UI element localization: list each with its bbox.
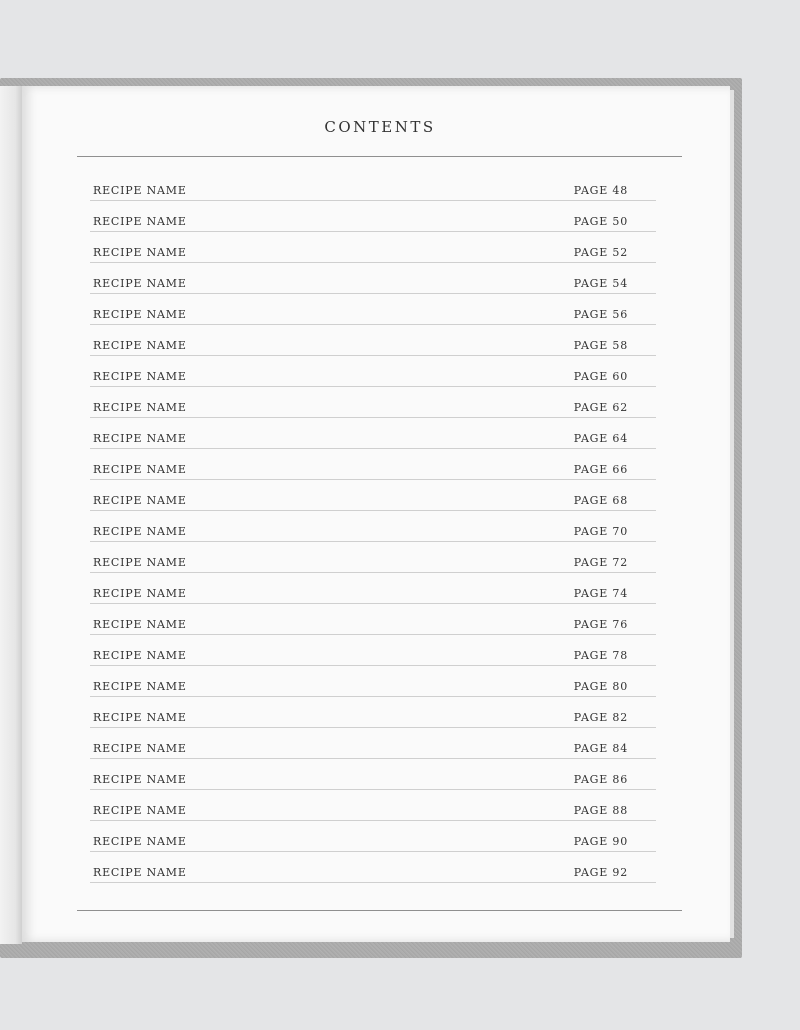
recipe-name: RECIPE NAME	[93, 277, 187, 290]
list-item	[90, 821, 656, 852]
list-item	[90, 511, 656, 542]
contents-list	[90, 170, 656, 883]
page-number: PAGE 52	[573, 246, 628, 259]
list-item	[90, 635, 656, 666]
recipe-name: RECIPE NAME	[93, 401, 187, 414]
list-item	[90, 480, 656, 511]
recipe-name: RECIPE NAME	[93, 494, 187, 507]
page-number: PAGE 78	[573, 649, 628, 662]
recipe-name: RECIPE NAME	[93, 866, 187, 879]
list-item	[90, 852, 656, 883]
page-number: PAGE 54	[573, 277, 628, 290]
page-title: CONTENTS	[324, 118, 436, 136]
recipe-name: RECIPE NAME	[93, 370, 187, 383]
page-number: PAGE 64	[573, 432, 628, 445]
list-item	[90, 263, 656, 294]
list-item	[90, 790, 656, 821]
recipe-name: RECIPE NAME	[93, 432, 187, 445]
list-item	[90, 573, 656, 604]
recipe-name: RECIPE NAME	[93, 773, 187, 786]
recipe-name: RECIPE NAME	[93, 556, 187, 569]
page-number: PAGE 86	[573, 773, 628, 786]
page-number: PAGE 62	[573, 401, 628, 414]
left-page-edge	[0, 86, 22, 944]
recipe-name: RECIPE NAME	[93, 525, 187, 538]
recipe-name: RECIPE NAME	[93, 742, 187, 755]
page-number: PAGE 88	[573, 804, 628, 817]
page-number: PAGE 76	[573, 618, 628, 631]
recipe-name: RECIPE NAME	[93, 463, 187, 476]
list-item	[90, 232, 656, 263]
recipe-name: RECIPE NAME	[93, 184, 187, 197]
list-item	[90, 604, 656, 635]
list-item	[90, 325, 656, 356]
recipe-name: RECIPE NAME	[93, 680, 187, 693]
recipe-name: RECIPE NAME	[93, 835, 187, 848]
page-number: PAGE 92	[573, 866, 628, 879]
page-number: PAGE 56	[573, 308, 628, 321]
page-number: PAGE 60	[573, 370, 628, 383]
page-number: PAGE 48	[573, 184, 628, 197]
list-item	[90, 201, 656, 232]
page-number: PAGE 66	[573, 463, 628, 476]
right-page-edge	[730, 90, 734, 938]
page-number: PAGE 58	[573, 339, 628, 352]
list-item	[90, 697, 656, 728]
recipe-name: RECIPE NAME	[93, 587, 187, 600]
list-item	[90, 449, 656, 480]
list-item	[90, 542, 656, 573]
page-number: PAGE 90	[573, 835, 628, 848]
page-number: PAGE 68	[573, 494, 628, 507]
top-divider	[77, 156, 682, 157]
list-item	[90, 759, 656, 790]
page-number: PAGE 80	[573, 680, 628, 693]
page-number: PAGE 70	[573, 525, 628, 538]
list-item	[90, 294, 656, 325]
recipe-name: RECIPE NAME	[93, 649, 187, 662]
page-number: PAGE 50	[573, 215, 628, 228]
recipe-name: RECIPE NAME	[93, 339, 187, 352]
page-number: PAGE 82	[573, 711, 628, 724]
recipe-name: RECIPE NAME	[93, 804, 187, 817]
list-item	[90, 666, 656, 697]
bottom-divider	[77, 910, 682, 911]
list-item	[90, 728, 656, 759]
list-item	[90, 356, 656, 387]
page-number: PAGE 84	[573, 742, 628, 755]
recipe-name: RECIPE NAME	[93, 618, 187, 631]
list-item	[90, 418, 656, 449]
page-number: PAGE 72	[573, 556, 628, 569]
page-number: PAGE 74	[573, 587, 628, 600]
recipe-name: RECIPE NAME	[93, 308, 187, 321]
recipe-name: RECIPE NAME	[93, 215, 187, 228]
recipe-name: RECIPE NAME	[93, 711, 187, 724]
recipe-name: RECIPE NAME	[93, 246, 187, 259]
list-item	[90, 170, 656, 201]
list-item	[90, 387, 656, 418]
